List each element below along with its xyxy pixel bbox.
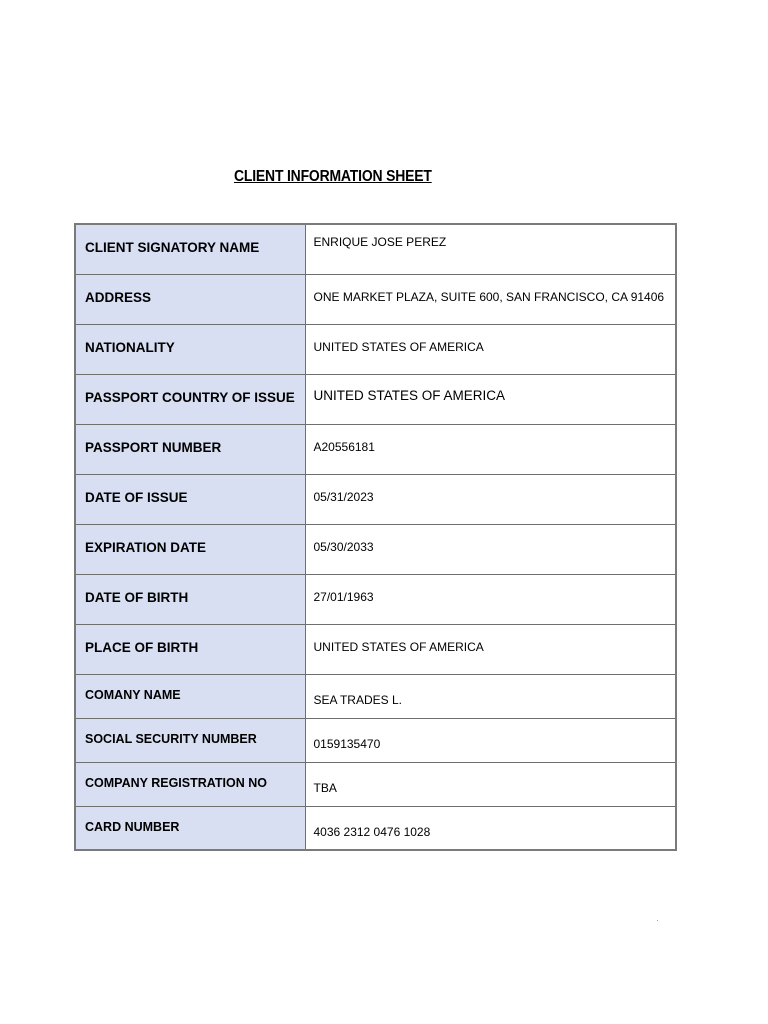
field-label: NATIONALITY: [85, 339, 175, 355]
field-label-cell: [75, 574, 305, 624]
field-value: UNITED STATES OF AMERICA: [313, 339, 484, 354]
field-value: 4036 2312 0476 1028: [313, 824, 431, 839]
field-label-cell: [75, 718, 305, 762]
table-row: [75, 718, 676, 762]
table-row: [75, 474, 676, 524]
field-value-cell: [305, 718, 676, 762]
field-value: 0159135470: [313, 736, 381, 751]
field-label-cell: [75, 524, 305, 574]
field-value-cell: [305, 674, 676, 718]
field-value-cell: [305, 806, 676, 850]
field-label-cell: [75, 806, 305, 850]
field-label-cell: [75, 274, 305, 324]
field-label: SOCIAL SECURITY NUMBER: [85, 731, 257, 746]
table-row: [75, 224, 676, 274]
field-value: UNITED STATES OF AMERICA: [313, 387, 506, 403]
field-label-cell: [75, 324, 305, 374]
table-row: [75, 674, 676, 718]
field-value: A20556181: [313, 439, 375, 454]
field-value-cell: [305, 624, 676, 674]
page-speck: [657, 920, 658, 921]
field-label: CLIENT SIGNATORY NAME: [85, 240, 260, 255]
field-label: PLACE OF BIRTH: [85, 639, 199, 655]
field-label: COMPANY REGISTRATION NO: [85, 775, 267, 790]
field-value: UNITED STATES OF AMERICA: [313, 639, 484, 654]
field-label-cell: [75, 474, 305, 524]
table-row: [75, 624, 676, 674]
field-label-cell: [75, 762, 305, 806]
field-label-cell: [75, 224, 305, 274]
table-row: [75, 424, 676, 474]
field-label: EXPIRATION DATE: [85, 539, 207, 555]
field-label: PASSPORT NUMBER: [85, 439, 222, 455]
field-value: 05/30/2033: [313, 539, 374, 554]
field-value: ENRIQUE JOSE PEREZ: [313, 235, 447, 249]
field-value-cell: [305, 424, 676, 474]
field-value: SEA TRADES L.: [313, 692, 402, 707]
client-info-table: [74, 223, 677, 851]
field-value: 05/31/2023: [313, 489, 374, 504]
table-row: [75, 324, 676, 374]
field-value-cell: [305, 224, 676, 274]
table-row: [75, 762, 676, 806]
field-label: ADDRESS: [85, 289, 152, 305]
field-value: TBA: [313, 780, 337, 795]
field-value-cell: [305, 574, 676, 624]
table-row: [75, 524, 676, 574]
field-value-cell: [305, 524, 676, 574]
field-value-cell: [305, 374, 676, 424]
field-label: COMANY NAME: [85, 687, 181, 702]
field-label: DATE OF BIRTH: [85, 589, 189, 605]
field-label: DATE OF ISSUE: [85, 489, 188, 505]
field-label: CARD NUMBER: [85, 819, 180, 834]
table-row: [75, 574, 676, 624]
table-row: [75, 274, 676, 324]
field-label-cell: [75, 674, 305, 718]
field-value: 27/01/1963: [313, 589, 374, 604]
field-label: PASSPORT COUNTRY OF ISSUE: [85, 389, 295, 405]
field-value-cell: [305, 324, 676, 374]
field-value-cell: [305, 474, 676, 524]
field-value: ONE MARKET PLAZA, SUITE 600, SAN FRANCISCO, CA 91406: [313, 289, 665, 304]
field-label-cell: [75, 374, 305, 424]
table-row: [75, 374, 676, 424]
field-value-cell: [305, 762, 676, 806]
field-value-cell: [305, 274, 676, 324]
field-label-cell: [75, 424, 305, 474]
document-title: CLIENT INFORMATION SHEET: [234, 168, 432, 185]
table-row: [75, 806, 676, 850]
field-label-cell: [75, 624, 305, 674]
